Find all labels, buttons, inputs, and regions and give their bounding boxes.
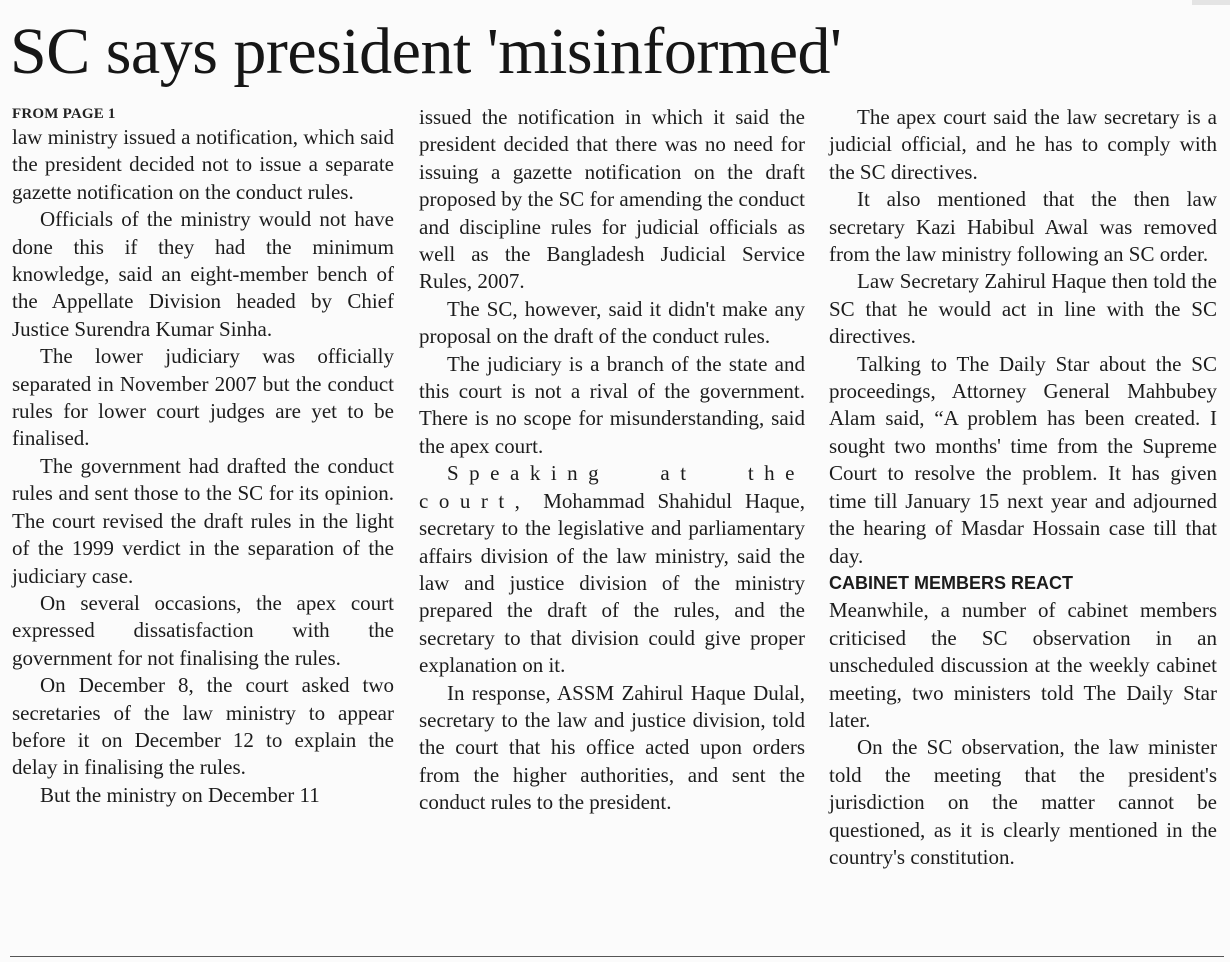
paragraph: It also mentioned that the then law secretary Kazi Habibul Awal was removed from the law ministry following an SC order.: [829, 187, 1217, 267]
paragraph: But the ministry on December 11: [40, 782, 320, 807]
paragraph: The lower judiciary was officially separated in November 2007 but the conduct rules for lower court judges are yet to be finalised.: [12, 344, 394, 451]
bottom-divider: [10, 956, 1224, 957]
section-subhead: CABINET MEMBERS REACT: [829, 572, 1074, 593]
paragraph: In response, ASSM Zahirul Haque Dulal, secretary to the law and justice division, told the court that his office acted upon orders from the higher authorities, and sent the conduct rules to the president.: [419, 680, 805, 815]
paragraph: The apex court said the law secretary is a judicial official, and he has to comply with the SC directives.: [829, 105, 1217, 184]
paragraph: The government had drafted the conduct rules and sent those to the SC for its opinion. The court revised the draft rules in the light of the 1999 verdict in the separation of the judiciary case.: [12, 453, 394, 588]
paragraph: Talking to The Daily Star about the SC proceedings, Attorney General Mahbubey Alam said, “A problem has been created. I sought two months' time from the Supreme Court to resolve the problem. It has given time till January 15 next year and adjourned the hearing of Masdar Hossain case till that day.: [829, 351, 1217, 568]
paragraph: The judiciary is a branch of the state and this court is not a rival of the government. There is no scope for misunderstanding, said the apex court.: [419, 351, 805, 458]
article-column-3: [829, 104, 1217, 871]
paragraph: Meanwhile, a number of cabinet members criticised the SC observation in an unscheduled discussion at the weekly cabinet meeting, two ministers told The Daily Star later.: [829, 598, 1217, 732]
paragraph: The SC, however, said it didn't make any proposal on the draft of the conduct rules.: [419, 296, 805, 349]
paragraph: issued the notification in which it said the president decided that there was no need for issuing a gazette notification on the draft proposed by the SC for amending the conduct and discipline rules for judicial officials as well as the Bangladesh Judicial Service Rules, 2007.: [419, 105, 805, 294]
paragraph-speaking-at-court: [419, 460, 805, 679]
article-column-2: [419, 104, 805, 817]
paragraph: Officials of the ministry would not have done this if they had the minimum knowledge, said an eight-member bench of the Appellate Division headed by Chief Justice Surendra Kumar Sinha.: [12, 207, 394, 341]
paragraph: Law Secretary Zahirul Haque then told the SC that he would act in line with the SC directives.: [829, 269, 1217, 349]
spaced-lead-text: Speaking at the court,: [419, 461, 805, 513]
continuation-kicker: FROM PAGE 1: [12, 106, 116, 122]
paragraph-continuation: Mohammad Shahidul Haque, secretary to the legislative and parliamentary affairs division of the law ministry, said the law and justice division of the ministry prepared the draft of the rules, and the secretary to that division could give proper explanation on it.: [419, 488, 805, 678]
paragraph: On several occasions, the apex court expressed dissatisfaction with the government for not finalising the rules.: [12, 590, 394, 670]
paragraph: On December 8, the court asked two secretaries of the law ministry to appear before it on December 12 to explain the delay in finalising the rules.: [12, 673, 394, 780]
article-headline: SC says president 'misinformed': [10, 15, 842, 88]
scan-edge-mark: [1192, 0, 1230, 5]
paragraph: law ministry issued a notification, which said the president decided not to issue a separate gazette notification on the conduct rules.: [12, 125, 394, 204]
article-column-1: [12, 104, 394, 809]
paragraph: On the SC observation, the law minister told the meeting that the president's jurisdiction on the matter cannot be questioned, as it is clearly mentioned in the country's constitution.: [829, 735, 1217, 869]
